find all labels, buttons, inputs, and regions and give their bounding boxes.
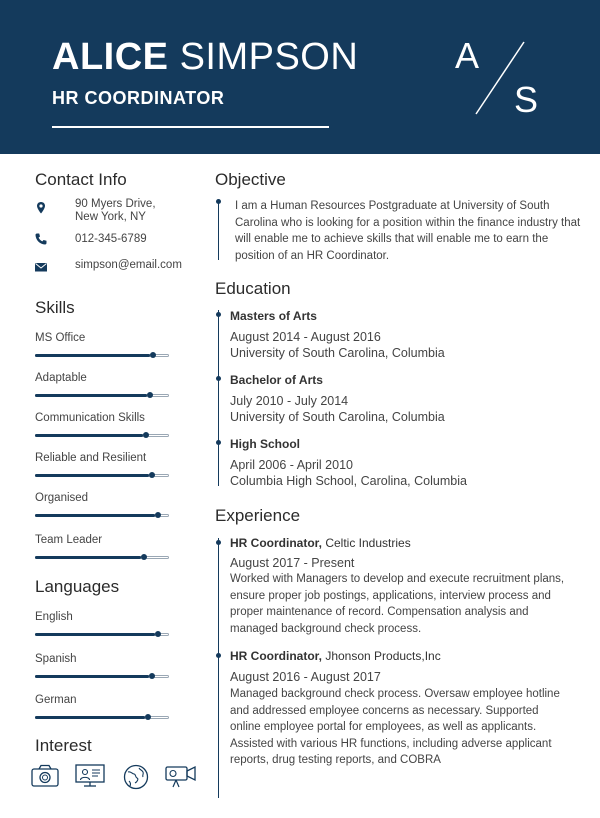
education-dates: August 2014 - August 2016	[230, 330, 381, 344]
experience-dates: August 2017 - Present	[230, 556, 355, 570]
description-line: reports, drug testing reports, and COBRA	[230, 754, 441, 766]
description-line: proper maintenance of record. Compensation analysis and	[230, 606, 529, 618]
experience-section-title: Experience	[215, 506, 301, 525]
education-school: Columbia High School, Carolina, Columbia	[230, 474, 467, 488]
skill-level-marker	[149, 472, 155, 478]
education-dates: April 2006 - April 2010	[230, 458, 353, 472]
description-line: Worked with Managers to develop and execute recruitment plans,	[230, 573, 565, 585]
camera-icon	[30, 763, 60, 789]
education-marker	[216, 440, 221, 445]
skill-label: Communication Skills	[35, 412, 145, 424]
language-item	[35, 653, 169, 665]
experience-marker	[216, 540, 221, 545]
mail-icon	[34, 260, 48, 274]
address-line-2: New York, NY	[75, 211, 146, 223]
description-line: ensure proper job postings, applications, interview process and	[230, 589, 551, 602]
language-bar	[35, 715, 169, 720]
education-degree: Masters of Arts	[230, 309, 317, 323]
skill-label: Reliable and Resilient	[35, 452, 147, 464]
contact-phone	[34, 232, 194, 246]
email-address: simpson@email.com	[75, 259, 182, 271]
objective-section-title: Objective	[215, 170, 286, 189]
skill-item	[35, 534, 169, 546]
job-title: HR COORDINATOR	[52, 88, 225, 108]
last-name: SIMPSON	[179, 36, 359, 78]
objective-marker	[216, 199, 221, 204]
experience-heading	[230, 649, 441, 663]
language-bar	[35, 632, 169, 637]
monogram-last-initial: S	[514, 79, 539, 120]
experience-dates: August 2016 - August 2017	[230, 670, 381, 684]
skill-bar	[35, 393, 169, 398]
experience-position: HR Coordinator,	[230, 536, 322, 550]
skill-bar	[35, 473, 169, 478]
skill-label: Team Leader	[35, 534, 103, 546]
language-level-marker	[155, 631, 161, 637]
experience-timeline	[218, 538, 219, 798]
experience-marker	[216, 653, 221, 658]
phone-number: 012-345-6789	[75, 233, 147, 245]
language-item	[35, 611, 169, 623]
skill-item	[35, 332, 169, 344]
education-section-title: Education	[215, 279, 291, 298]
description-line: online employee portal for employees, as well as applicants.	[230, 721, 537, 733]
skill-item	[35, 492, 169, 504]
language-label: German	[35, 694, 77, 706]
education-degree: High School	[230, 437, 300, 451]
language-bar	[35, 674, 169, 679]
skill-label: Organised	[35, 492, 89, 504]
education-dates: July 2010 - July 2014	[230, 394, 349, 408]
phone-icon	[34, 232, 48, 246]
skill-level-marker	[155, 512, 161, 518]
video-camera-icon	[164, 763, 198, 789]
skill-bar	[35, 353, 169, 358]
skill-level-marker	[150, 352, 156, 358]
skill-item	[35, 452, 169, 464]
skill-level-marker	[143, 432, 149, 438]
first-name: ALICE	[52, 36, 169, 78]
contact-email	[34, 258, 194, 272]
monogram-first-initial: A	[455, 35, 480, 76]
interest-icons	[30, 763, 200, 791]
resume-header	[0, 0, 600, 154]
education-marker	[216, 312, 221, 317]
candidate-name	[52, 34, 358, 80]
globe-icon	[122, 763, 150, 791]
skill-level-marker	[147, 392, 153, 398]
language-label: Spanish	[35, 653, 77, 665]
skills-section-title: Skills	[35, 298, 75, 317]
skill-bar	[35, 513, 169, 518]
objective-timeline	[218, 200, 219, 260]
education-marker	[216, 376, 221, 381]
experience-company: Jhonson Products,Inc	[322, 649, 441, 663]
skill-level-marker	[141, 554, 147, 560]
header-divider	[52, 126, 329, 128]
languages-section-title: Languages	[35, 577, 120, 596]
description-line: and addressed employee concerns as necessary. Supported	[230, 704, 539, 717]
experience-description	[230, 686, 585, 769]
skill-item	[35, 412, 169, 424]
education-school: University of South Carolina, Columbia	[230, 346, 445, 360]
contact-address	[34, 197, 194, 225]
skill-label: Adaptable	[35, 372, 87, 384]
skill-label: MS Office	[35, 332, 86, 344]
education-degree: Bachelor of Arts	[230, 373, 323, 387]
presentation-icon	[74, 763, 106, 789]
experience-heading	[230, 536, 411, 550]
skill-bar	[35, 433, 169, 438]
skill-bar	[35, 555, 169, 560]
education-school: University of South Carolina, Columbia	[230, 410, 445, 424]
description-line: Assisted with various HR functions, including adverse applicant	[230, 737, 552, 750]
language-level-marker	[145, 714, 151, 720]
education-timeline	[218, 310, 219, 486]
description-line: Managed background check process. Oversaw employee hotline	[230, 688, 560, 700]
experience-company: Celtic Industries	[322, 536, 411, 550]
address-line-1: 90 Myers Drive,	[75, 198, 156, 210]
language-level-marker	[149, 673, 155, 679]
location-pin-icon	[34, 201, 48, 215]
description-line: managed background check process.	[230, 622, 422, 635]
language-item	[35, 694, 169, 706]
interest-section-title: Interest	[35, 736, 92, 755]
skill-item	[35, 372, 169, 384]
language-label: English	[35, 611, 73, 623]
experience-description	[230, 571, 585, 637]
contact-section-title: Contact Info	[35, 170, 127, 189]
experience-position: HR Coordinator,	[230, 649, 322, 663]
objective-text: I am a Human Resources Postgraduate at University of South Carolina who is looking for a position within the finance industry that will enable me to achieve skills that will enable me to earn the position of an HR Coordinator.	[235, 200, 581, 262]
